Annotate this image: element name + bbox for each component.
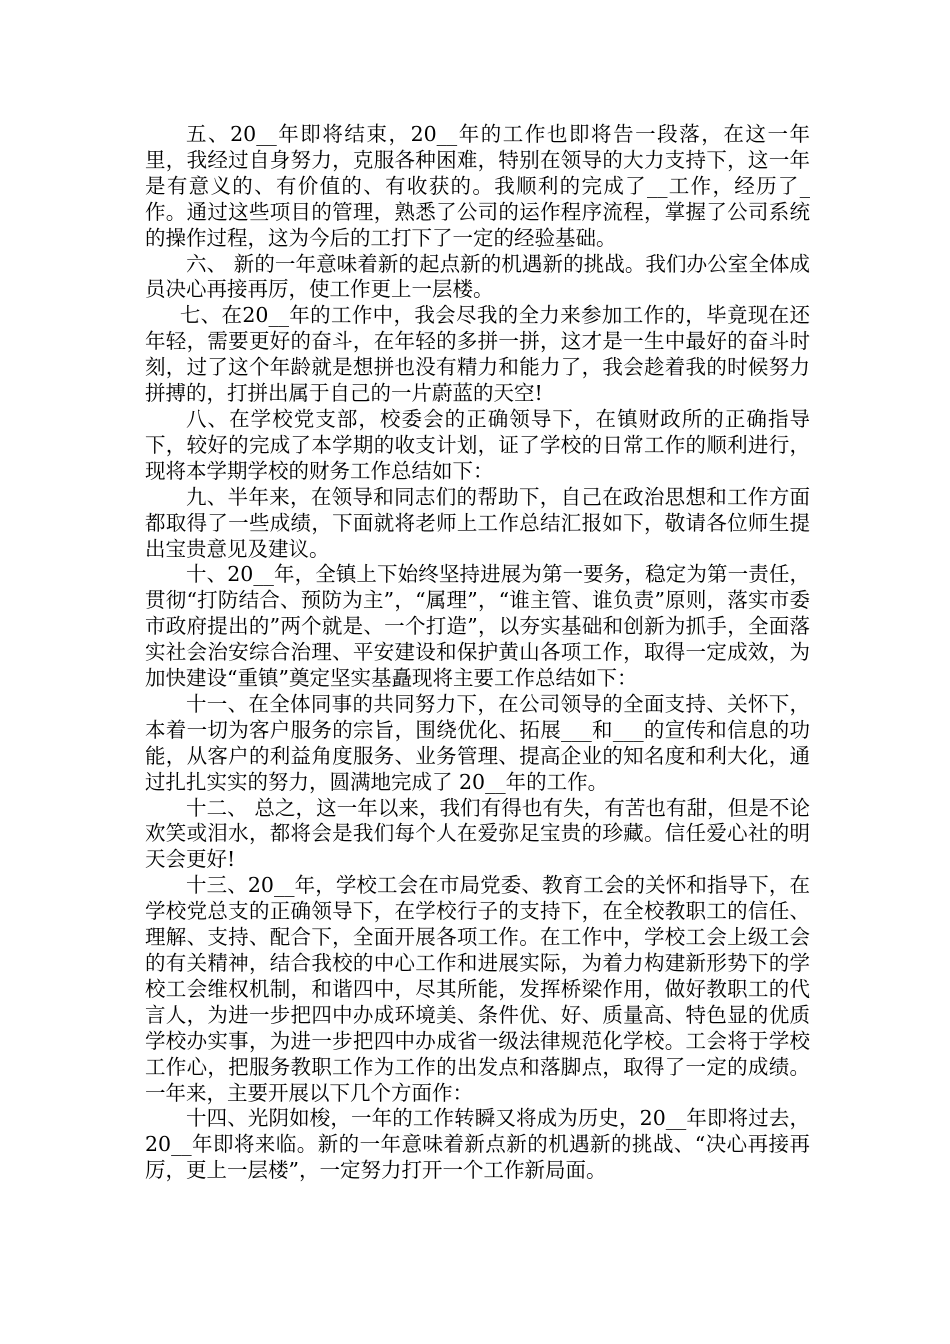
document-body: [145, 122, 810, 1184]
paragraph-11: 十一、在全体同事的共同努力下，在公司领导的全面支持、关怀下，本着一切为客户服务的宗旨，围绕优化、拓展___和___的宣传和信息的功能，从客户的利益角度服务、业务管理、提高企业的知名度和利大化，通过扎扎实实的努力，圆满地完成了 20__年的工作。: [145, 691, 810, 794]
paragraph-7: 七、在20__年的工作中，我会尽我的全力来参加工作的，毕竟现在还年轻，需要更好的奋斗，在年轻的多拼一拼，这才是一生中最好的奋斗时刻，过了这个年龄就是想拼也没有精力和能力了，我会趁着我的时候努力拼搏的，打拼出属于自己的一片蔚蓝的天空!: [145, 303, 810, 406]
paragraph-10: 十、20__年，全镇上下始终坚持进展为第一要务，稳定为第一责任，贯彻“打防结合、预防为主”，“属理”，“谁主管、谁负责”原则，落实市委市政府提出的”两个就是、一个打造”，以夯实基础和创新为抓手，全面落实社会治安综合治理、平安建设和保护黄山各项工作，取得一定成效，为加快建设“重镇”奠定坚实基矗现将主要工作总结如下：: [145, 562, 810, 691]
paragraph-5: 五、20__年即将结束，20__年的工作也即将告一段落，在这一年里，我经过自身努力，克服各种困难，特别在领导的大力支持下，这一年是有意义的、有价值的、有收获的。我顺利的完成了__工作，经历了_作。通过这些项目的管理，熟悉了公司的运作程序流程，掌握了公司系统的操作过程，这为今后的工打下了一定的经验基础。: [145, 122, 810, 250]
paragraph-6: 六、 新的一年意味着新的起点新的机遇新的挑战。我们办公室全体成员决心再接再厉，使工作更上一层楼。: [145, 251, 810, 302]
paragraph-13: 十三、20__年，学校工会在市局党委、教育工会的关怀和指导下，在学校党总支的正确领导下，在学校行子的支持下，在全校教职工的信任、理解、支持、配合下，全面开展各项工作。在工作中，学校工会上级工会的有关精神，结合我校的中心工作和进展实际，为着力构建新形势下的学校工会维权机制，和谐四中，尽其所能，发挥桥梁作用，做好教职工的代言人，为进一步把四中办成环境美、条件优、好、质量高、特色显的优质学校办实事，为进一步把四中办成省一级法律规范化学校。工会将于学校工作心，把服务教职工作为工作的出发点和落脚点，取得了一定的成绩。一年来，主要开展以下几个方面作：: [145, 873, 810, 1105]
paragraph-14: 十四、光阴如梭，一年的工作转瞬又将成为历史，20__年即将过去，20__年即将来临。新的一年意味着新点新的机遇新的挑战、“决心再接再厉，更上一层楼”，一定努力打开一个工作新局面。: [145, 1106, 810, 1183]
paragraph-9: 九、半年来，在领导和同志们的帮助下，自己在政治思想和工作方面都取得了一些成绩，下面就将老师上工作总结汇报如下，敬请各位师生提出宝贵意见及建议。: [145, 484, 810, 561]
paragraph-8: 八、在学校党支部，校委会的正确领导下，在镇财政所的正确指导下，较好的完成了本学期的收支计划，证了学校的日常工作的顺利进行，现将本学期学校的财务工作总结如下：: [145, 406, 810, 483]
paragraph-12: 十二、 总之，这一年以来，我们有得也有失，有苦也有甜，但是不论欢笑或泪水，都将会是我们每个人在爱弥足宝贵的珍藏。信任爱心社的明天会更好!: [145, 795, 810, 872]
